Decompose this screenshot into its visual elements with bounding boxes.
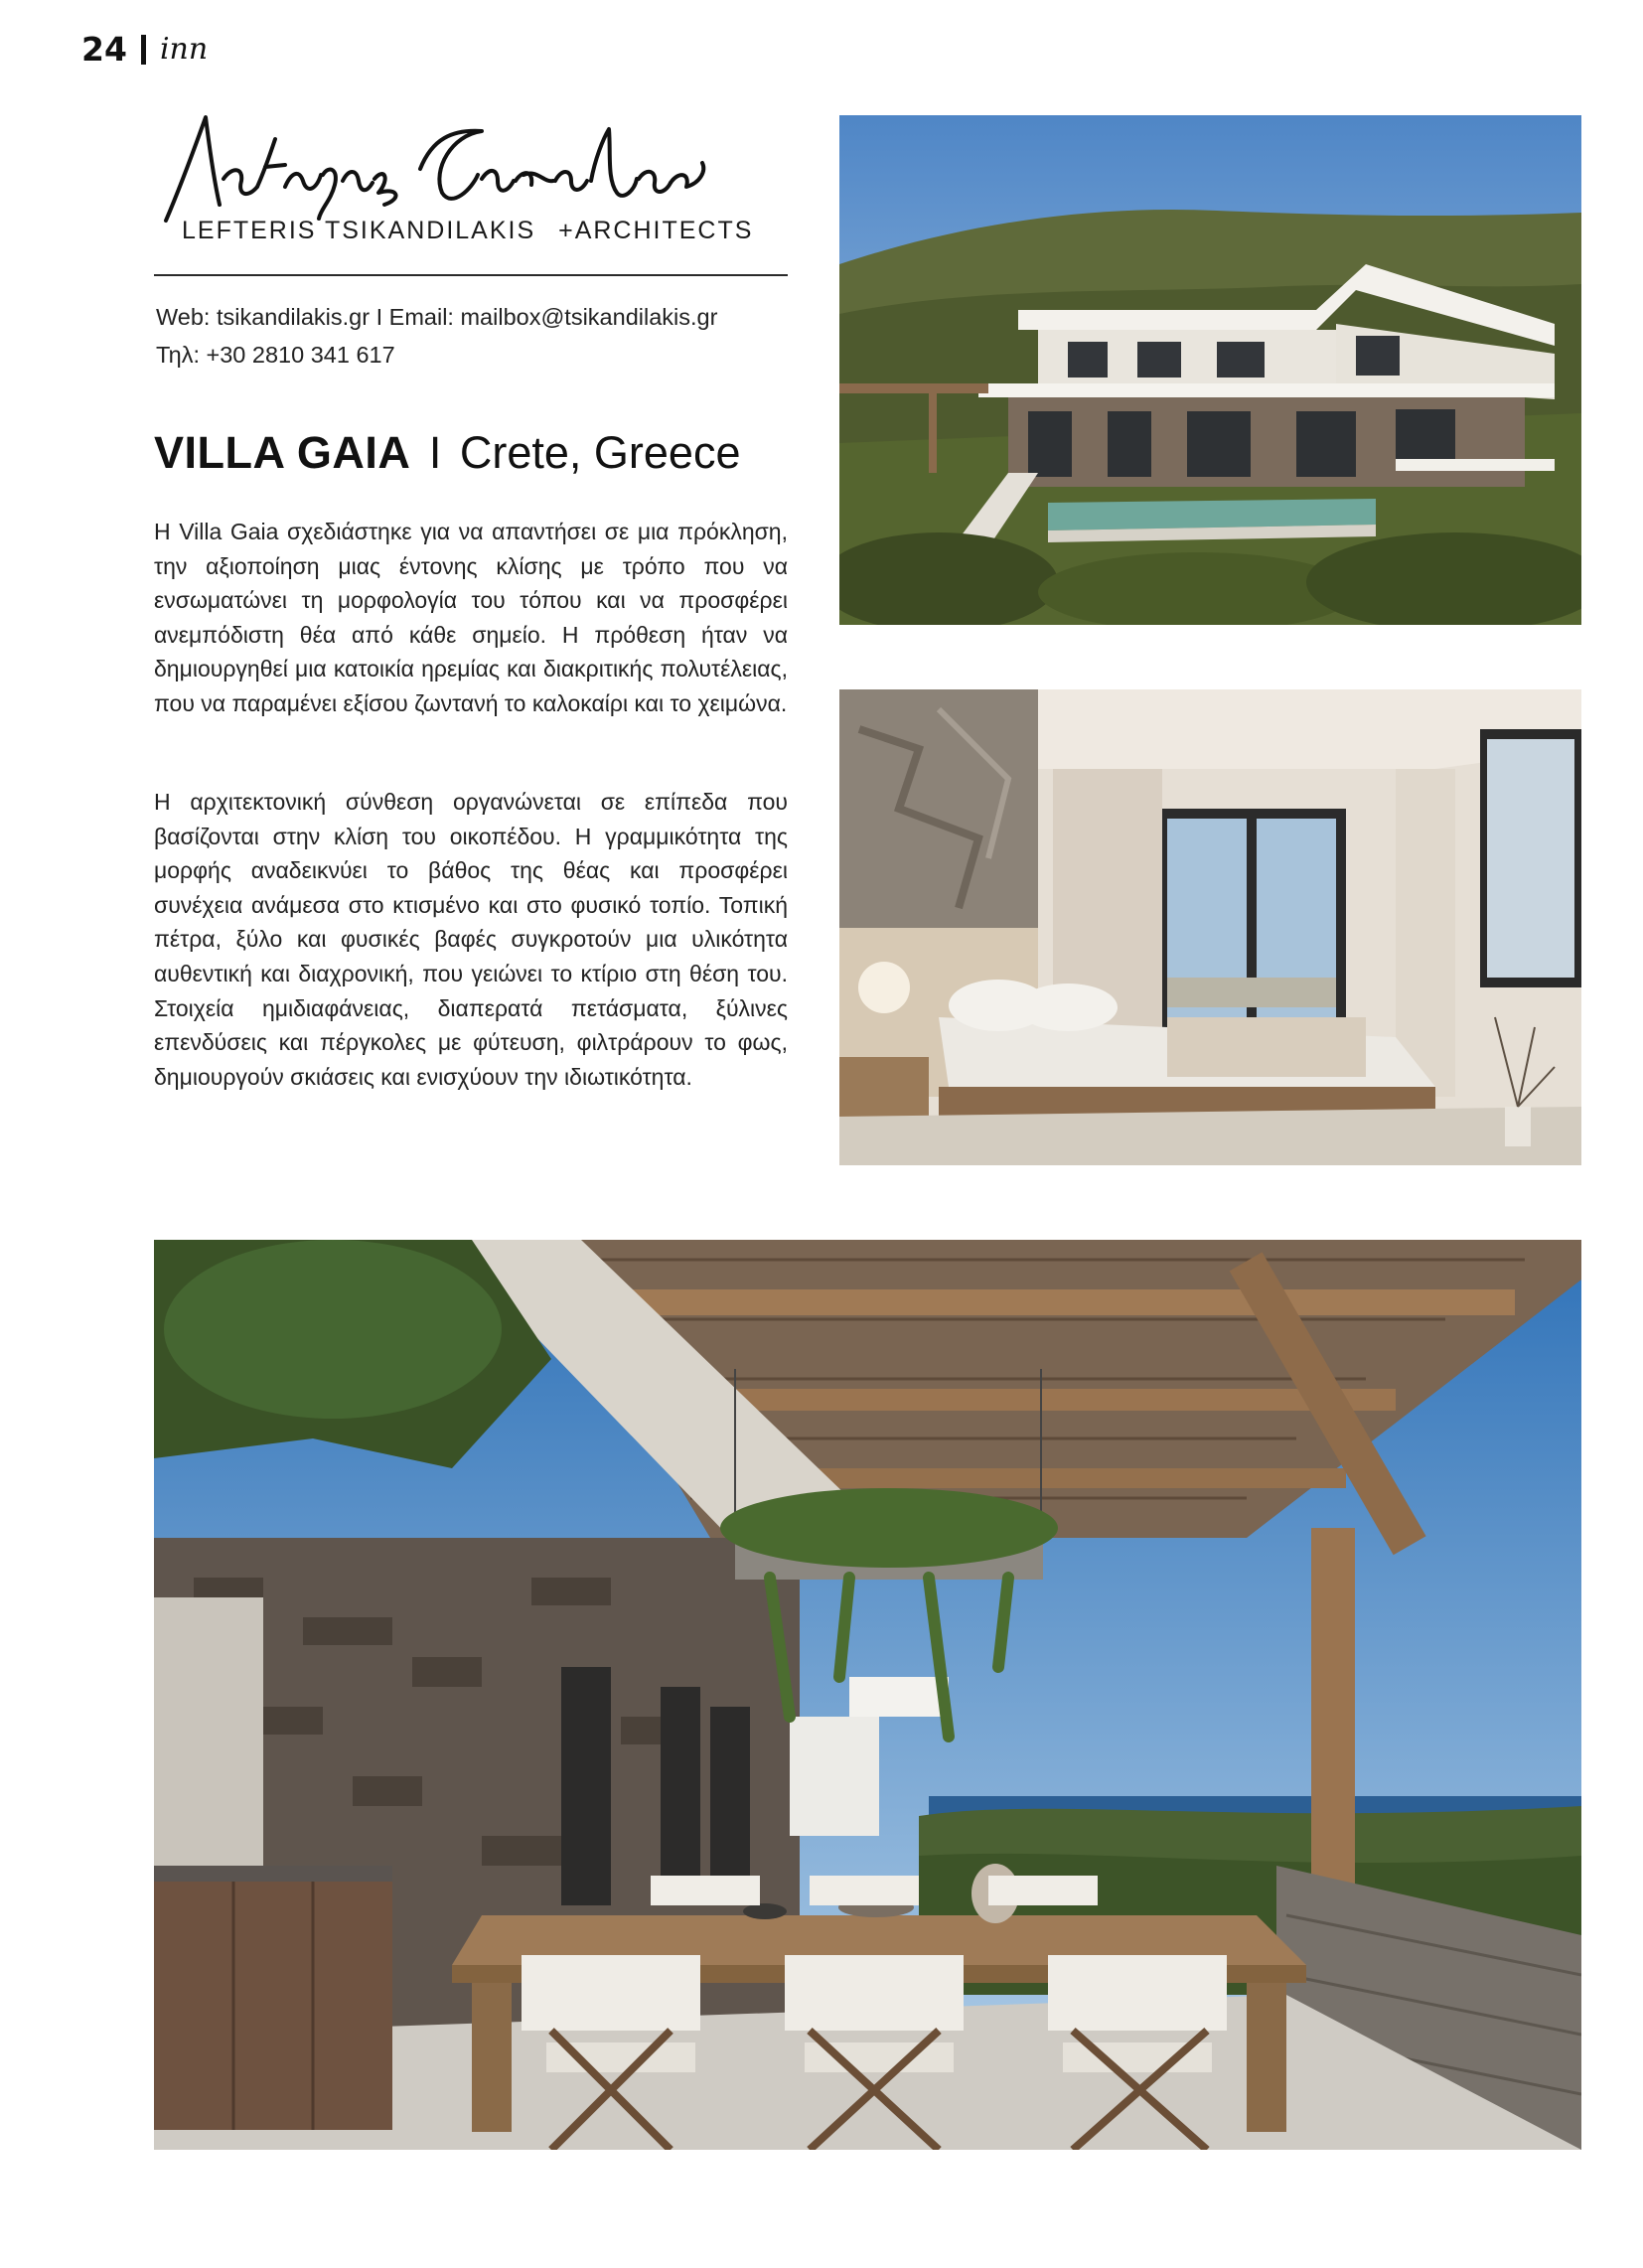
page-folio xyxy=(81,30,208,69)
villa-exterior-photo xyxy=(839,115,1581,625)
project-location: Crete, Greece xyxy=(459,427,741,478)
bedroom-interior-photo xyxy=(839,689,1581,1165)
magazine-name: inn xyxy=(159,32,209,67)
pergola-dining-photo xyxy=(154,1240,1581,2150)
contact-web-email: Web: tsikandilakis.gr I Email: mailbox@tsikandilakis.gr xyxy=(156,304,718,330)
paragraph-intro: Η Villa Gaia σχεδιάστηκε για να απαντήσει σε μια πρόκληση, την αξιοποίηση μιας έντονης κλίσης με τρόπο που να ενσωματώνει τη μορφολογία του τόπου και να προσφέρει ανεμπόδιστη θέα από κάθε σημείο. Η πρόθεση ήταν να δημιουργηθεί μια κατοικία ηρεμίας και διακριτικής πολυτέλειας, που να παραμένει εξίσου ζωντανή το καλοκαίρι και το χειμώνα. xyxy=(154,519,788,716)
title-separator: I xyxy=(428,427,442,478)
project-name: VILLA GAIA xyxy=(154,427,411,478)
paragraph-architecture: Η αρχιτεκτονική σύνθεση οργανώνεται σε επίπεδα που βασίζονται στην κλίση του οικοπέδου. Η γραμμικότητα της μορφής αναδεικνύει το βάθος της θέας και προσφέρει συνέχεια ανάμεσα στο κτισμένο και στο φυσικό τοπίο. Τοπική πέτρα, ξύλο και φυσικές βαφές συγκροτούν μια υλικότητα αυθεντική και διαχρονική, που γειώνει το κτίριο στη θέση του. Στοιχεία ημιδιαφάνειας, διαπερατά πετάσματα, ξύλινες επενδύσεις και πέργκολες με φύτευση, φιλτράρουν το φως, δημιουργούν σκιάσεις και ενισχύουν την ιδιωτικότητα. xyxy=(154,789,788,1090)
header-rule xyxy=(154,274,788,276)
firm-name: LEFTERIS TSIKANDILAKIS xyxy=(182,217,536,244)
contact-info xyxy=(156,298,717,374)
firm-wordmark xyxy=(182,217,753,245)
project-title xyxy=(154,427,741,479)
architect-logo xyxy=(154,109,790,258)
contact-phone: Τηλ: +30 2810 341 617 xyxy=(156,342,395,368)
page-number: 24 xyxy=(81,30,127,69)
folio-divider xyxy=(141,35,146,65)
firm-suffix: +ARCHITECTS xyxy=(558,217,754,244)
signature-logo xyxy=(154,109,710,228)
